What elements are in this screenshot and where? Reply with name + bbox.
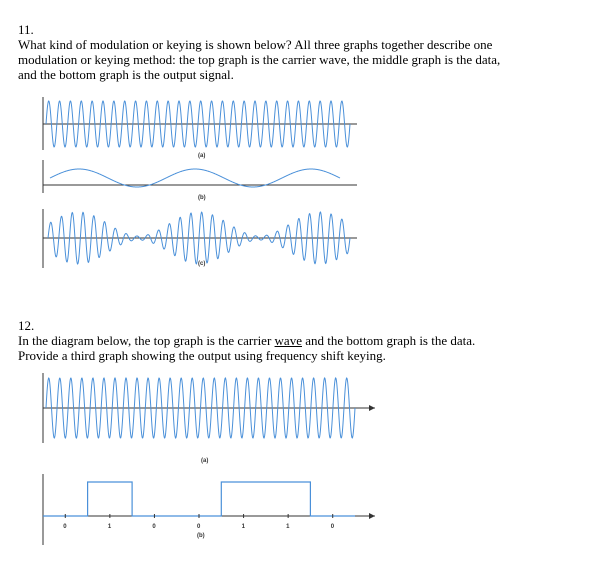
caption-a: (a) [198, 153, 206, 159]
q11-output-graph [43, 209, 357, 268]
bit-label: 0 [330, 524, 335, 530]
arrowhead [369, 513, 375, 519]
question-line: modulation or keying method: the top graph is the carrier wave, the middle graph is the data, [18, 52, 501, 67]
question-text-part: In the diagram below, the top graph is the carrier [18, 333, 275, 348]
question-line: What kind of modulation or keying is shown below? All three graphs together describe one [18, 37, 493, 52]
bit-label: 1 [241, 524, 245, 530]
bit-label: 1 [107, 524, 112, 530]
data-wave [50, 169, 340, 187]
arrowhead [369, 405, 375, 411]
question-line: Provide a third graph showing the output using frequency shift keying. [18, 348, 386, 363]
bit-label: 0 [152, 524, 156, 530]
underlined-word: wave [274, 333, 302, 348]
data-pulse [43, 482, 355, 516]
question-line: and the bottom graph is the output signal. [18, 67, 234, 82]
bit-label: 1 [286, 524, 290, 530]
caption-a: (a) [201, 458, 209, 464]
question-number: 12. [18, 318, 35, 333]
bit-label: 0 [197, 524, 201, 530]
q12-data-graph [43, 474, 375, 545]
q11-data-graph [43, 160, 357, 201]
q12-carrier-graph [43, 373, 375, 464]
bit-labels [63, 524, 334, 530]
bit-label: 0 [63, 524, 67, 530]
caption-b: (b) [198, 195, 206, 201]
q11-carrier-graph [43, 97, 357, 159]
question-text-part: and the bottom graph is the data. [301, 333, 476, 348]
question-number: 11. [18, 22, 34, 37]
caption-c: (c) [198, 261, 206, 267]
caption-b: (b) [197, 533, 205, 539]
